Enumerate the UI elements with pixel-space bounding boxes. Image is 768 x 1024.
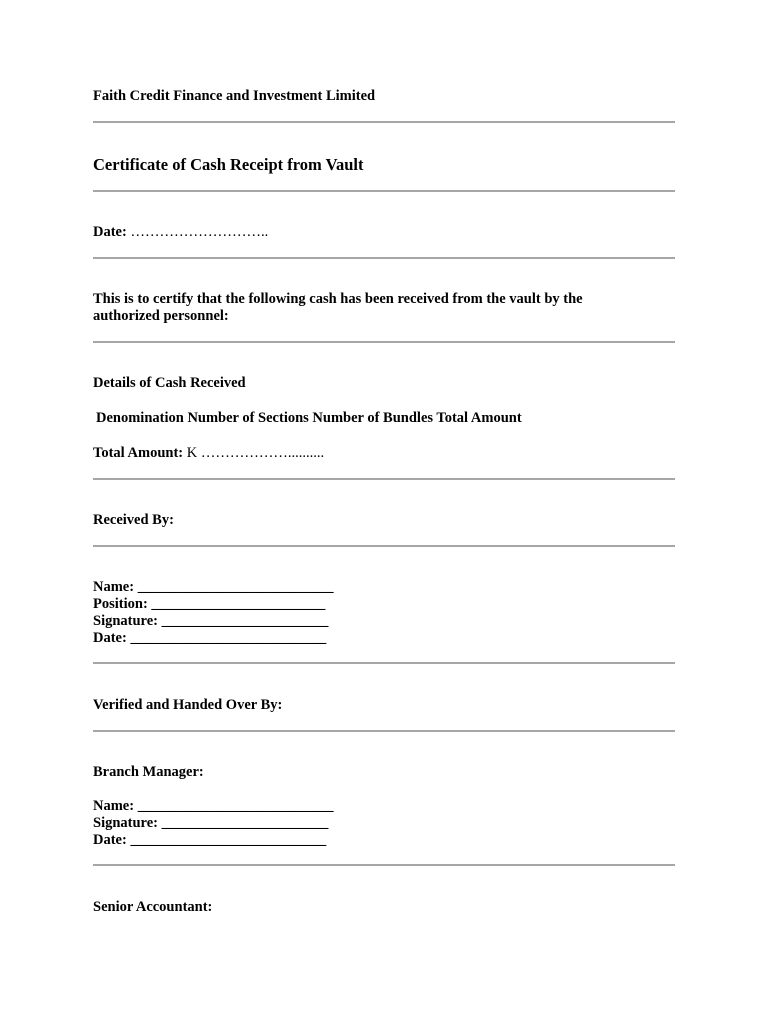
field-blank: ________________________	[151, 596, 326, 612]
received-date-field	[93, 630, 326, 647]
divider	[93, 730, 675, 732]
field-blank: ___________________________	[130, 630, 327, 646]
field-label: Name:	[93, 579, 135, 595]
field-label: Date:	[93, 630, 127, 646]
divider	[93, 121, 675, 123]
divider	[93, 341, 675, 343]
date-field	[93, 224, 268, 241]
field-label: Name:	[93, 798, 135, 814]
divider	[93, 478, 675, 480]
field-blank: ___________________________	[137, 579, 334, 595]
received-signature-field	[93, 613, 328, 630]
divider	[93, 662, 675, 664]
field-blank: _______________________	[161, 613, 329, 629]
total-amount-field	[93, 445, 324, 462]
certify-statement: This is to certify that the following cash has been received from the vault by the authorized personnel:	[93, 291, 583, 324]
verified-heading: Verified and Handed Over By:	[93, 697, 283, 713]
field-label: Signature:	[93, 815, 158, 831]
field-label: Signature:	[93, 613, 158, 629]
field-blank: ___________________________	[130, 832, 327, 848]
currency-symbol: K	[186, 445, 198, 461]
manager-date-field	[93, 832, 326, 849]
received-position-field	[93, 596, 325, 613]
details-heading: Details of Cash Received	[93, 375, 246, 391]
divider	[93, 864, 675, 866]
field-label: Date:	[93, 832, 127, 848]
field-blank: _______________________	[161, 815, 329, 831]
divider	[93, 257, 675, 259]
date-blank: ………………………..	[130, 224, 269, 240]
company-name: Faith Credit Finance and Investment Limited	[93, 88, 376, 104]
document-title: Certificate of Cash Receipt from Vault	[93, 155, 364, 174]
received-by-heading: Received By:	[93, 512, 174, 528]
manager-name-field	[93, 798, 333, 815]
branch-manager-heading: Branch Manager:	[93, 764, 204, 780]
field-blank: ___________________________	[137, 798, 334, 814]
received-name-field	[93, 579, 333, 596]
manager-signature-field	[93, 815, 328, 832]
cash-table-header: Denomination Number of Sections Number of Bundles Total Amount	[96, 410, 522, 426]
divider	[93, 545, 675, 547]
divider	[93, 190, 675, 192]
total-amount-blank: ………………..........	[200, 445, 325, 461]
date-label: Date:	[93, 224, 127, 240]
total-amount-label: Total Amount:	[93, 445, 184, 461]
field-label: Position:	[93, 596, 148, 612]
senior-accountant-heading: Senior Accountant:	[93, 899, 213, 915]
